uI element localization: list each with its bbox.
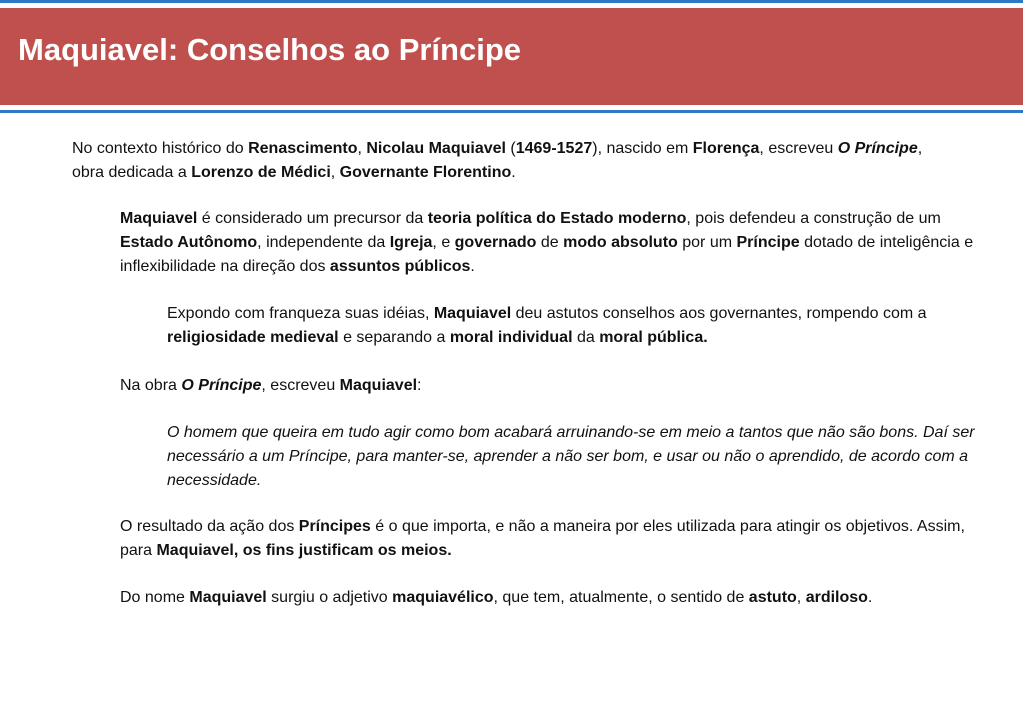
text-run: : (417, 377, 422, 394)
text-run: , (330, 164, 340, 181)
bold-run: maquiavélico (392, 589, 494, 606)
bold-run: 1469-1527 (515, 140, 593, 157)
text-run: . (470, 258, 475, 275)
bold-italic-run: O Príncipe (837, 140, 918, 157)
text-run: , escreveu (261, 377, 340, 394)
text-run: No contexto histórico do (72, 140, 249, 157)
bold-run: Maquiavel (120, 210, 198, 227)
bold-run: Renascimento (248, 140, 358, 157)
bold-run: teoria política do Estado moderno (427, 210, 687, 227)
text-run: , obra dedicada a (72, 140, 923, 181)
bold-run: Príncipe (736, 234, 800, 251)
bold-run: Estado Autônomo (120, 234, 258, 251)
text-run: O resultado da ação dos (120, 518, 299, 535)
text-run: , escreveu (759, 140, 838, 157)
bold-run: Lorenzo de Médici (191, 164, 331, 181)
bold-run: Maquiavel, os fins justificam os meios. (156, 542, 452, 559)
text-run: , (796, 589, 806, 606)
text-run: , (357, 140, 367, 157)
text-run: por um (677, 234, 737, 251)
bold-run: religiosidade medieval (167, 329, 339, 346)
quote-text: O homem que queira em tudo agir como bom acabará arruinando-se em meio a tantos que não são bons. Daí ser necessário a um Príncipe, para manter-se, aprender a não ser bom, e usar ou não o aprendido, de acordo com a necessidade. (167, 424, 975, 489)
text-run: surgiu o adjetivo (266, 589, 393, 606)
text-run: é considerado um precursor da (197, 210, 428, 227)
text-run: ), nascido em (592, 140, 693, 157)
bold-run: Igreja (389, 234, 433, 251)
paragraph-quote (167, 421, 997, 493)
text-run: da (572, 329, 600, 346)
paragraph-precursor (120, 207, 990, 279)
text-run: Na obra (120, 377, 182, 394)
text-run: . (511, 164, 516, 181)
paragraph-quote-intro (120, 374, 980, 398)
text-run: . (867, 589, 873, 606)
bold-run: Príncipes (298, 518, 371, 535)
bold-run: modo absoluto (563, 234, 678, 251)
paragraph-result (120, 515, 1000, 563)
bold-run: Nicolau Maquiavel (366, 140, 506, 157)
text-run: ( (505, 140, 516, 157)
paragraph-advice (167, 302, 997, 350)
slide-title: Maquiavel: Conselhos ao Príncipe (18, 32, 522, 67)
bold-run: Maquiavel (189, 589, 267, 606)
text-run: , que tem, atualmente, o sentido de (493, 589, 749, 606)
text-run: Do nome (120, 589, 190, 606)
bold-run: assuntos públicos (329, 258, 471, 275)
bold-run: governado (454, 234, 537, 251)
text-run: é o que importa, e não a maneira por eles utilizada para atingir os objetivos. Assim, para (120, 518, 965, 559)
text-run: , pois defendeu a construção de um (686, 210, 941, 227)
text-run: , e (432, 234, 455, 251)
text-run: , independente da (257, 234, 390, 251)
bold-run: astuto (748, 589, 797, 606)
bold-run: Maquiavel (433, 305, 512, 322)
bold-run: ardiloso (805, 589, 868, 606)
bold-run: Florença (692, 140, 760, 157)
bold-italic-run: O Príncipe (181, 377, 262, 394)
bold-run: Governante Florentino (339, 164, 512, 181)
text-run: e separando a (338, 329, 450, 346)
paragraph-context (72, 137, 952, 185)
text-run: de (536, 234, 564, 251)
bold-run: Maquiavel (339, 377, 418, 394)
text-run: deu astutos conselhos aos governantes, rompendo com a (511, 305, 927, 322)
text-run: Expondo com franqueza suas idéias, (167, 305, 434, 322)
paragraph-adjective (120, 586, 1000, 610)
bold-run: moral individual (449, 329, 573, 346)
text-run: dotado de inteligência e inflexibilidade na direção dos (120, 234, 974, 275)
bold-run: moral pública. (599, 329, 708, 346)
